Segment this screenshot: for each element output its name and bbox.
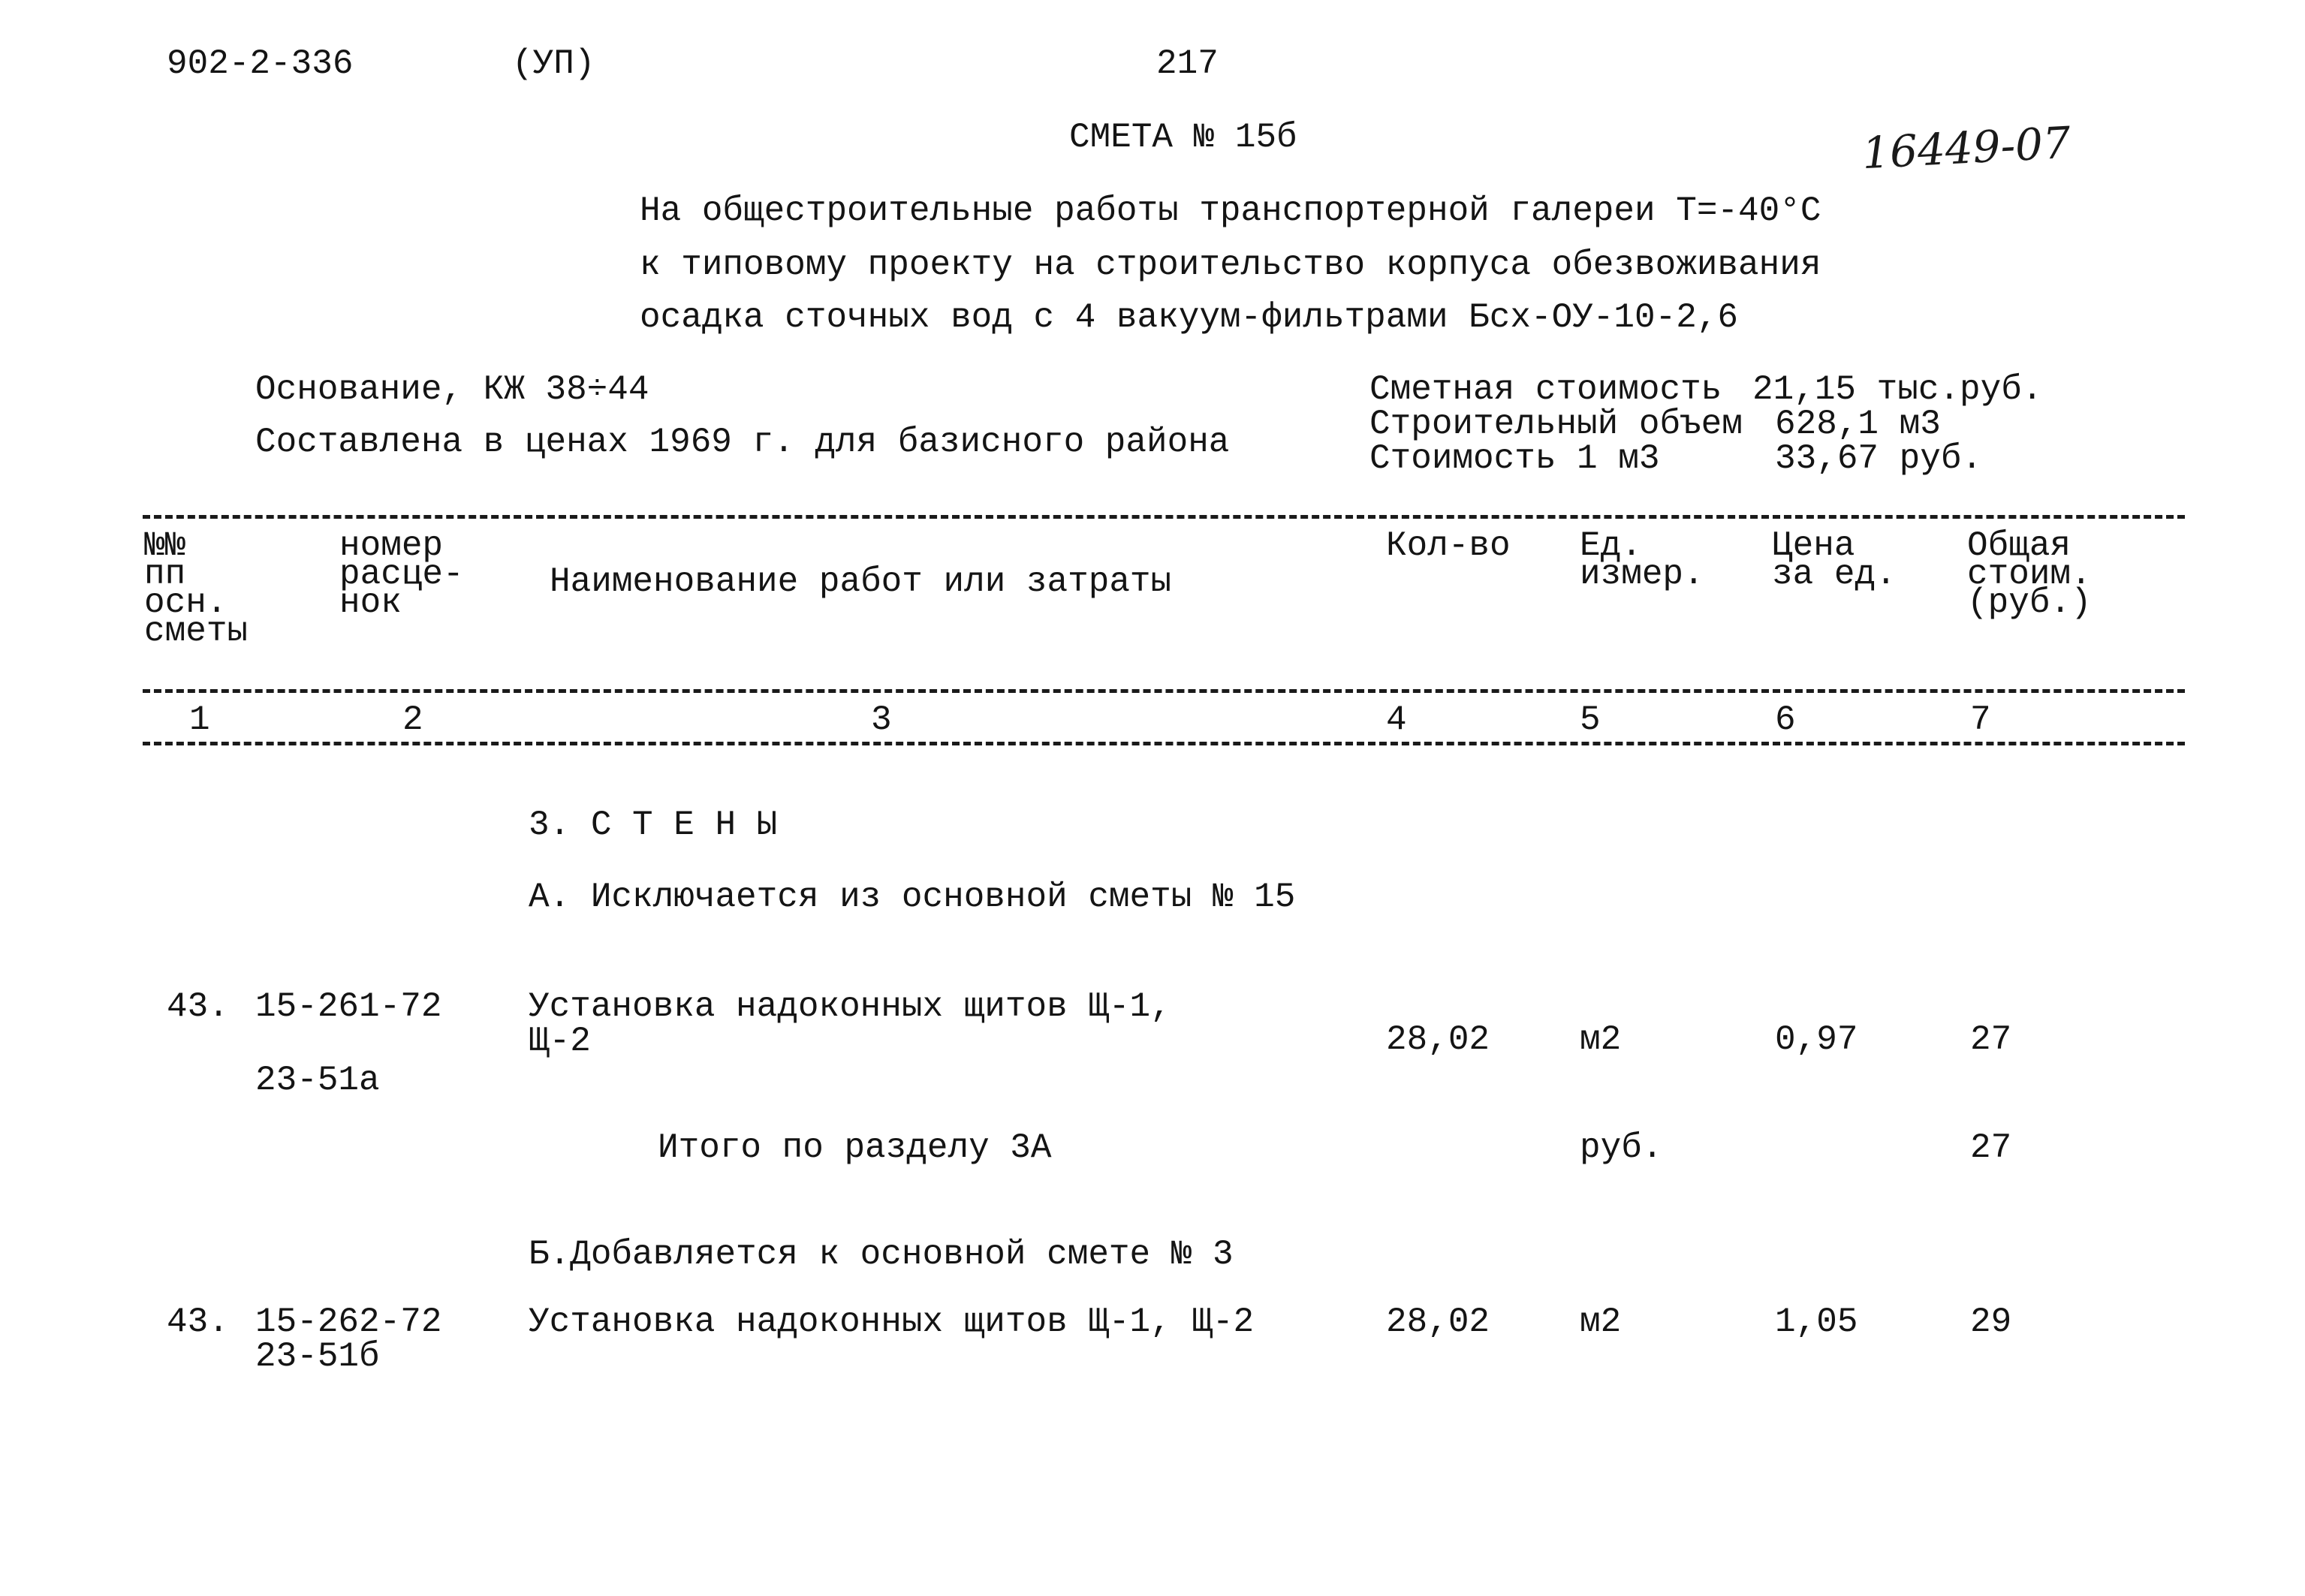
subtitle-line-2: к типовому проекту на строительство корпуса обезвоживания (640, 245, 1821, 285)
page-title: СМЕТА № 15б (1069, 118, 1297, 157)
subtitle-line-1: На общестроительные работы транспортерной галереи Т=-40°С (640, 191, 1821, 230)
row-1-name: Установка надоконных щитов Щ-1, (529, 987, 1171, 1026)
column-number-4: 4 (1386, 700, 1407, 739)
row-1-total: 27 (1970, 1020, 2012, 1059)
table-top-rule (143, 515, 2185, 519)
estimated-cost-value: 21,15 тыс.руб. (1752, 370, 2043, 409)
column-header-unit: Ед. измер. (1580, 526, 1704, 594)
document-code: 902-2-336 (167, 44, 354, 83)
unit-cost-label: Стоимость 1 м3 (1369, 439, 1660, 478)
column-header-price: Цена за ед. (1772, 526, 1897, 594)
table-header-rule (143, 689, 2185, 693)
section-b-heading: Б.Добавляется к основной смете № 3 (529, 1235, 1234, 1274)
row-2-name: Установка надоконных щитов Щ-1, Щ-2 (529, 1302, 1255, 1342)
column-header-total: Общая стоим. (руб.) (1967, 526, 2092, 622)
row-2-qty: 28,02 (1386, 1302, 1490, 1342)
subtotal-label: Итого по разделу 3А (658, 1128, 1052, 1167)
table-number-rule (143, 742, 2185, 745)
column-header-name: Наименование работ или затраты (550, 562, 1172, 601)
estimated-cost-label: Сметная стоимость (1369, 370, 1722, 409)
column-header-rate: номер расце- нок (339, 526, 464, 622)
column-header-num: №№ пп осн. сметы (144, 526, 249, 651)
column-number-3: 3 (871, 700, 892, 739)
unit-cost-value: 33,67 руб. (1775, 439, 1983, 478)
row-1-number: 43. (167, 987, 229, 1026)
page-number: 217 (1156, 44, 1219, 83)
section-a-heading: А. Исключается из основной сметы № 15 (529, 878, 1296, 917)
column-number-1: 1 (189, 700, 210, 739)
document-type: (УП) (512, 44, 595, 83)
column-number-6: 6 (1775, 700, 1796, 739)
subtitle-line-3: осадка сточных вод с 4 вакуум-фильтрами Бсх-ОУ-10-2,6 (640, 298, 1739, 337)
row-2-code: 15-262-72 (255, 1302, 442, 1342)
basis-line: Основание, КЖ 38÷44 (255, 370, 649, 409)
row-1-price: 0,97 (1775, 1020, 1858, 1059)
row-2-total: 29 (1970, 1302, 2012, 1342)
row-1-code: 15-261-72 (255, 987, 442, 1026)
volume-value: 628,1 м3 (1775, 405, 1941, 444)
row-2-number: 43. (167, 1302, 229, 1342)
prices-line: Составлена в ценах 1969 г. для базисного района (255, 423, 1230, 462)
row-1-code-2: 23-51а (255, 1061, 380, 1100)
column-number-7: 7 (1970, 700, 1991, 739)
row-2-code-2: 23-51б (255, 1337, 380, 1376)
subtotal-unit: руб. (1580, 1128, 1663, 1167)
section-title: 3. С Т Е Н Ы (529, 806, 778, 845)
column-header-qty: Кол-во (1386, 526, 1511, 565)
subtotal-total: 27 (1970, 1128, 2012, 1167)
row-2-price: 1,05 (1775, 1302, 1858, 1342)
column-number-2: 2 (402, 700, 423, 739)
volume-label: Строительный объем (1369, 405, 1743, 444)
row-2-unit: м2 (1580, 1302, 1622, 1342)
handwritten-stamp: 16449-07 (1861, 116, 2072, 179)
row-1-unit: м2 (1580, 1020, 1622, 1059)
column-number-5: 5 (1580, 700, 1601, 739)
row-1-qty: 28,02 (1386, 1020, 1490, 1059)
row-1-name-2: Щ-2 (529, 1022, 591, 1061)
